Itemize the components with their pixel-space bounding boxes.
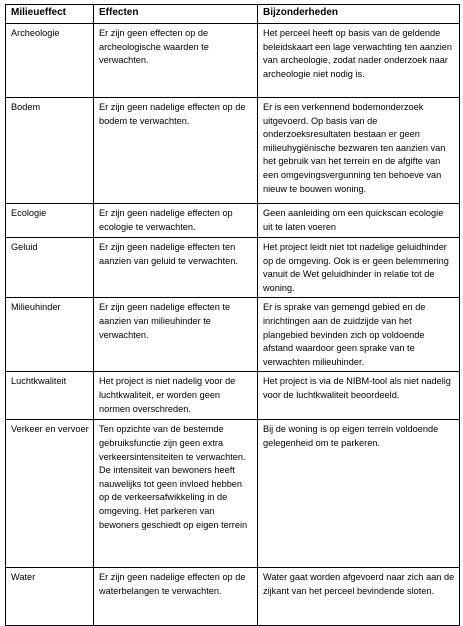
effecten-cell: Het project is niet nadelig voor de luchtkwaliteit, er worden geen normen overschreden. (94, 372, 258, 420)
milieueffect-cell: Verkeer en vervoer (6, 420, 94, 568)
effecten-cell: Er zijn geen effecten op de archeologische waarden te verwachten. (94, 24, 258, 98)
bijzonderheden-cell: Bij de woning is op eigen terrein voldoende gelegenheid om te parkeren. (258, 420, 460, 568)
table-row (6, 24, 460, 98)
header-milieueffect: Milieueffect (6, 5, 94, 24)
bijzonderheden-cell: Er is sprake van gemengd gebied en de inrichtingen aan de zuidzijde van het plangebied bevinden zich op voldoende afstand waardoor geen sprake van te verwachten milieuhinder. (258, 298, 460, 372)
effecten-cell: Er zijn geen nadelige effecten op de bodem te verwachten. (94, 98, 258, 204)
bijzonderheden-cell: Het project leidt niet tot nadelige geluidhinder op de omgeving. Ook is er geen belemmering vanuit de Wet geluidhinder in relatie tot de woning. (258, 238, 460, 298)
table-row (6, 204, 460, 238)
table-row (6, 372, 460, 420)
effecten-cell: Er zijn geen nadelige effecten op de waterbelangen te verwachten. (94, 568, 258, 626)
table-row (6, 298, 460, 372)
header-bijzonderheden: Bijzonderheden (258, 5, 460, 24)
bijzonderheden-cell: Geen aanleiding om een quickscan ecologie uit te laten voeren (258, 204, 460, 238)
table-row (6, 568, 460, 626)
milieueffect-cell: Ecologie (6, 204, 94, 238)
milieueffect-cell: Geluid (6, 238, 94, 298)
header-effecten: Effecten (94, 5, 258, 24)
environmental-effects-table (5, 4, 460, 626)
table-row (6, 238, 460, 298)
bijzonderheden-cell: Er is een verkennend bodemonderzoek uitgevoerd. Op basis van de onderzoeksresultaten bestaan er geen milieuhygiënische bezwaren ten aanzien van het gebruik van het terrein en de afgifte van een omgevingsvergunning ten behoeve van nieuw te bouwen woning. (258, 98, 460, 204)
table-row (6, 98, 460, 204)
table-header-row (6, 5, 460, 24)
bijzonderheden-cell: Water gaat worden afgevoerd naar zich aan de zijkant van het perceel bevindende sloten. (258, 568, 460, 626)
table-row (6, 420, 460, 568)
milieueffect-cell: Luchtkwaliteit (6, 372, 94, 420)
milieueffect-cell: Milieuhinder (6, 298, 94, 372)
bijzonderheden-cell: Het project is via de NIBM-tool als niet nadelig voor de luchtkwaliteit beoordeeld. (258, 372, 460, 420)
effecten-cell: Er zijn geen nadelige effecten op ecologie te verwachten. (94, 204, 258, 238)
milieueffect-cell: Bodem (6, 98, 94, 204)
bijzonderheden-cell: Het perceel heeft op basis van de geldende beleidskaart een lage verwachting ten aanzien van archeologie, zodat nader onderzoek naar archeologie niet nodig is. (258, 24, 460, 98)
effecten-cell: Er zijn geen nadelige effecten ten aanzien van geluid te verwachten. (94, 238, 258, 298)
milieueffect-cell: Archeologie (6, 24, 94, 98)
effecten-cell: Er zijn geen nadelige effecten te aanzien van milieuhinder te verwachten. (94, 298, 258, 372)
effecten-cell: Ten opzichte van de bestemde gebruiksfunctie zijn geen extra verkeersintensiteiten te verwachten. De intensiteit van bewoners heeft nauwelijks tot geen invloed hebben op de verkeersafwikkeling in de omgeving. Het parkeren van bewoners geschiedt op eigen terrein (94, 420, 258, 568)
document-page (5, 4, 459, 626)
milieueffect-cell: Water (6, 568, 94, 626)
